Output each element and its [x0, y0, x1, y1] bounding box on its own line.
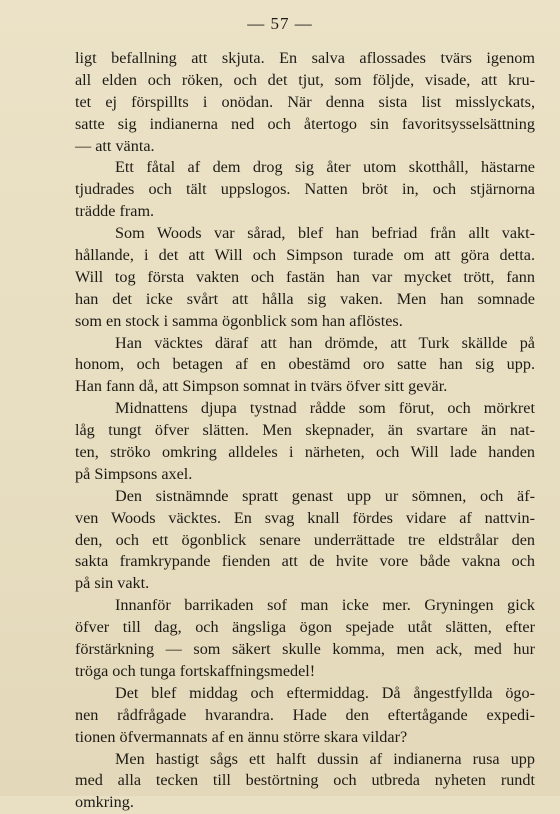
- text-line: Midnattens djupa tystnad rådde som förut, och mörkret: [115, 399, 535, 418]
- text-line: Will tog första vakten och fastän han var mycket trött, fann: [75, 267, 535, 286]
- text-line: Den sistnämnde spratt genast upp ur sömnen, och äf-: [115, 486, 535, 505]
- text-line: Men hastigt sågs ett halft dussin af indianerna rusa upp: [115, 749, 535, 768]
- text-line: satte sig indianerna ned och återtogo sin favoritsysselsättning: [75, 114, 535, 133]
- text-line: Han fann då, att Simpson somnat in tvärs öfver sitt gevär.: [75, 377, 448, 396]
- text-line: han det icke svårt att hålla sig vaken. Men han somnade: [75, 289, 535, 308]
- text-line: tet ej förspillts i onödan. När denna sista list misslyckats,: [75, 92, 535, 111]
- text-line: den, och ett ögonblick senare underrättade tre eldstrålar den: [75, 530, 535, 549]
- page-number: — 57 —: [247, 14, 313, 33]
- text-line: Han väcktes däraf att han drömde, att Turk skällde på: [115, 333, 535, 352]
- text-line: tionen öfvermannats af en ännu större skara vildar?: [75, 727, 408, 746]
- body-text: [75, 48, 535, 814]
- text-line: tjudrades och tält uppslogos. Natten bröt in, och stjärnorna: [75, 180, 535, 199]
- text-line: ven Woods väcktes. En svag knall fördes vidare af nattvin-: [75, 508, 535, 527]
- text-line: nen rådfrågade hvarandra. Hade den eftertågande expedi-: [75, 705, 535, 724]
- text-line: omkring.: [75, 793, 134, 812]
- text-line: hållande, i det att Will och Simpson turade om att göra detta.: [75, 246, 535, 265]
- text-line: Som Woods var sårad, blef han befriad från allt vakt-: [115, 224, 535, 243]
- text-line: öfver till dag, och ängsliga ögon spejade utåt slätten, efter: [75, 618, 535, 637]
- text-line: trädde fram.: [75, 202, 155, 221]
- text-line: ligt befallning att skjuta. En salva aflossades tvärs igenom: [75, 49, 535, 67]
- text-line: Ett fåtal af dem drog sig åter utom skotthåll, hästarne: [115, 158, 535, 177]
- text-line: ten, ströko omkring alldeles i närheten, och Will lade handen: [75, 443, 535, 462]
- text-line: honom, och betagen af en obestämd oro satte han sig upp.: [75, 355, 535, 374]
- text-line: som en stock i samma ögonblick som han aflöstes.: [75, 311, 403, 330]
- text-line: all elden och röken, och det tjut, som följde, visade, att kru-: [75, 70, 535, 89]
- text-line: — att vänta.: [75, 136, 155, 155]
- text-line: tröga och tunga fortskaffningsmedel!: [75, 661, 316, 680]
- text-line: på sin vakt.: [75, 574, 150, 593]
- text-line: Innanför barrikaden sof man icke mer. Gryningen gick: [115, 596, 535, 615]
- text-line: sakta framkrypande fienden att de hvite vore både vakna och: [75, 552, 535, 571]
- text-line: med alla tecken till bestörtning och utbreda nyheten rundt: [75, 771, 535, 790]
- text-line: förstärkning — som säkert skulle komma, men ack, med hur: [75, 640, 535, 659]
- text-line: Det blef middag och eftermiddag. Då ångestfyllda ögo-: [115, 683, 535, 702]
- text-line: på Simpsons axel.: [75, 464, 193, 483]
- text-line: låg tungt öfver slätten. Men skepnader, än svartare än nat-: [75, 421, 535, 440]
